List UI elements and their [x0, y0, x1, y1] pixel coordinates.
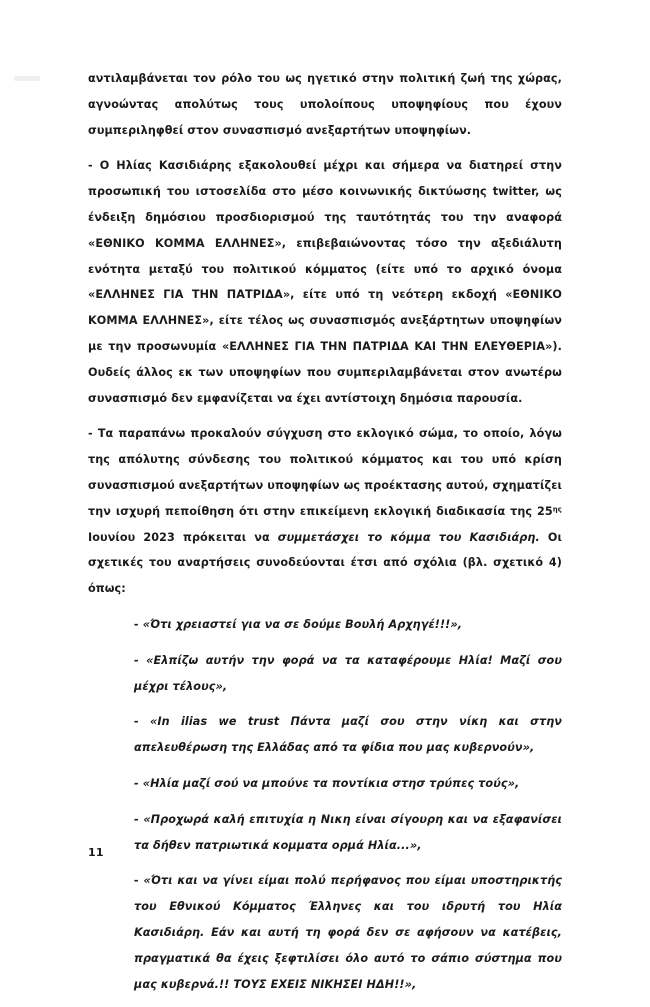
- quoted-comment-4: - «Ηλία μαζί σού να μπούνε τα ποντίκια στησ τρύπες τούς»,: [134, 776, 520, 790]
- quoted-comment-2: - «Ελπίζω αυτήν την φορά να τα καταφέρουμε Ηλία! Μαζί σου μέχρι τέλους»,: [134, 653, 562, 693]
- quoted-comment-3: - «In ilias we trust Πάντα μαζί σου στην νίκη και στην απελευθέρωση της Ελλάδας από τα φίδια που μας κυβερνούν»,: [134, 715, 562, 755]
- paragraph-3-tail: Οι σχετικές του αναρτήσεις συνοδεύονται έτσι από σχόλια (βλ. σχετικό 4) όπως:: [88, 530, 562, 596]
- quoted-comment-5: - «Προχωρά καλή επιτυχία η Νικη είναι σίγουρη και να εξαφανίσει τα δήθεν πατριωτικά κομματα ορμά Ηλία...»,: [134, 812, 562, 852]
- paragraph-3-emphasis: συμμετάσχει το κόμμα του Κασιδιάρη.: [277, 530, 540, 544]
- quoted-comment-1: - «Ότι χρειαστεί για να σε δούμε Βουλή Αρχηγέ!!!»,: [134, 617, 463, 631]
- paragraph-1: αντιλαμβάνεται τον ρόλο του ως ηγετικό στην πολιτική ζωή της χώρας, αγνοώντας απολύτως τους υπολοίπους υποψηφίους που έχουν συμπεριληφθεί στον συνασπισμό ανεξαρτήτων υποψηφίων.: [88, 72, 562, 137]
- quoted-comment-6: - «Ότι και να γίνει είμαι πολύ περήφανος που είμαι υποστηρικτής του Εθνικού Κόμματος Έλληνες και του ιδρυτή του Ηλία Κασιδιάρη. Εάν και αυτή τη φορά δεν σε αφήσουν να κατέβεις, πραγματικά θα έχεις ξεφτιλίσει όλο αυτό το σάπιο σύστημα που μας κυβερνά.!! ΤΟΥΣ ΕΧΕΙΣ ΝΙΚΗΣΕΙ ΗΔΗ!!»,: [134, 874, 562, 991]
- page-number: 11: [88, 846, 104, 859]
- paragraph-3: [88, 421, 562, 602]
- ordinal-superscript: ης: [552, 505, 562, 514]
- paragraph-3-lead: - Τα παραπάνω προκαλούν σύγχυση στο εκλογικό σώμα, το οποίο, λόγω της απόλυτης σύνδεσης του πολιτικού κόμματος και του υπό κρίση συνασπισμού ανεξαρτήτων υποψηφίων ως προέκτασης αυτού, σχηματίζει την ισχυρή πεποίθηση ότι στην επικείμενη εκλογική διαδικασία της 25: [88, 427, 562, 518]
- paragraph-2: - Ο Ηλίας Κασιδιάρης εξακολουθεί μέχρι και σήμερα να διατηρεί στην προσωπική του ιστοσελίδα στο μέσο κοινωνικής δικτύωσης twitter, ως ένδειξη δημόσιου προσδιορισμού της ταυτότητάς του την αναφορά «ΕΘΝΙΚΟ ΚΟΜΜΑ ΕΛΛΗΝΕΣ», επιβεβαιώνοντας τόσο την αξεδιάλυτη ενότητα μεταξύ του πολιτικού κόμματος (είτε υπό το αρχικό όνομα «ΕΛΛΗΝΕΣ ΓΙΑ ΤΗΝ ΠΑΤΡΙΔΑ», είτε υπό τη νεότερη εκδοχή «ΕΘΝΙΚΟ ΚΟΜΜΑ ΕΛΛΗΝΕΣ», είτε τέλος ως συνασπισμός ανεξάρτητων υποψηφίων με την προσωνυμία «ΕΛΛΗΝΕΣ ΓΙΑ ΤΗΝ ΠΑΤΡΙΔΑ ΚΑΙ ΤΗΝ ΕΛΕΥΘΕΡΙΑ»). Ουδείς άλλος εκ των υποψηφίων που συμπεριλαμβάνεται στον ανωτέρω συνασπισμό δεν εμφανίζεται να έχει αντίστοιχη δημόσια παρουσία.: [88, 159, 562, 405]
- paragraph-3-mid: Ιουνίου 2023 πρόκειται να: [88, 530, 278, 544]
- page-text-body: [88, 66, 562, 1007]
- scan-artifact-smudge: [14, 76, 40, 81]
